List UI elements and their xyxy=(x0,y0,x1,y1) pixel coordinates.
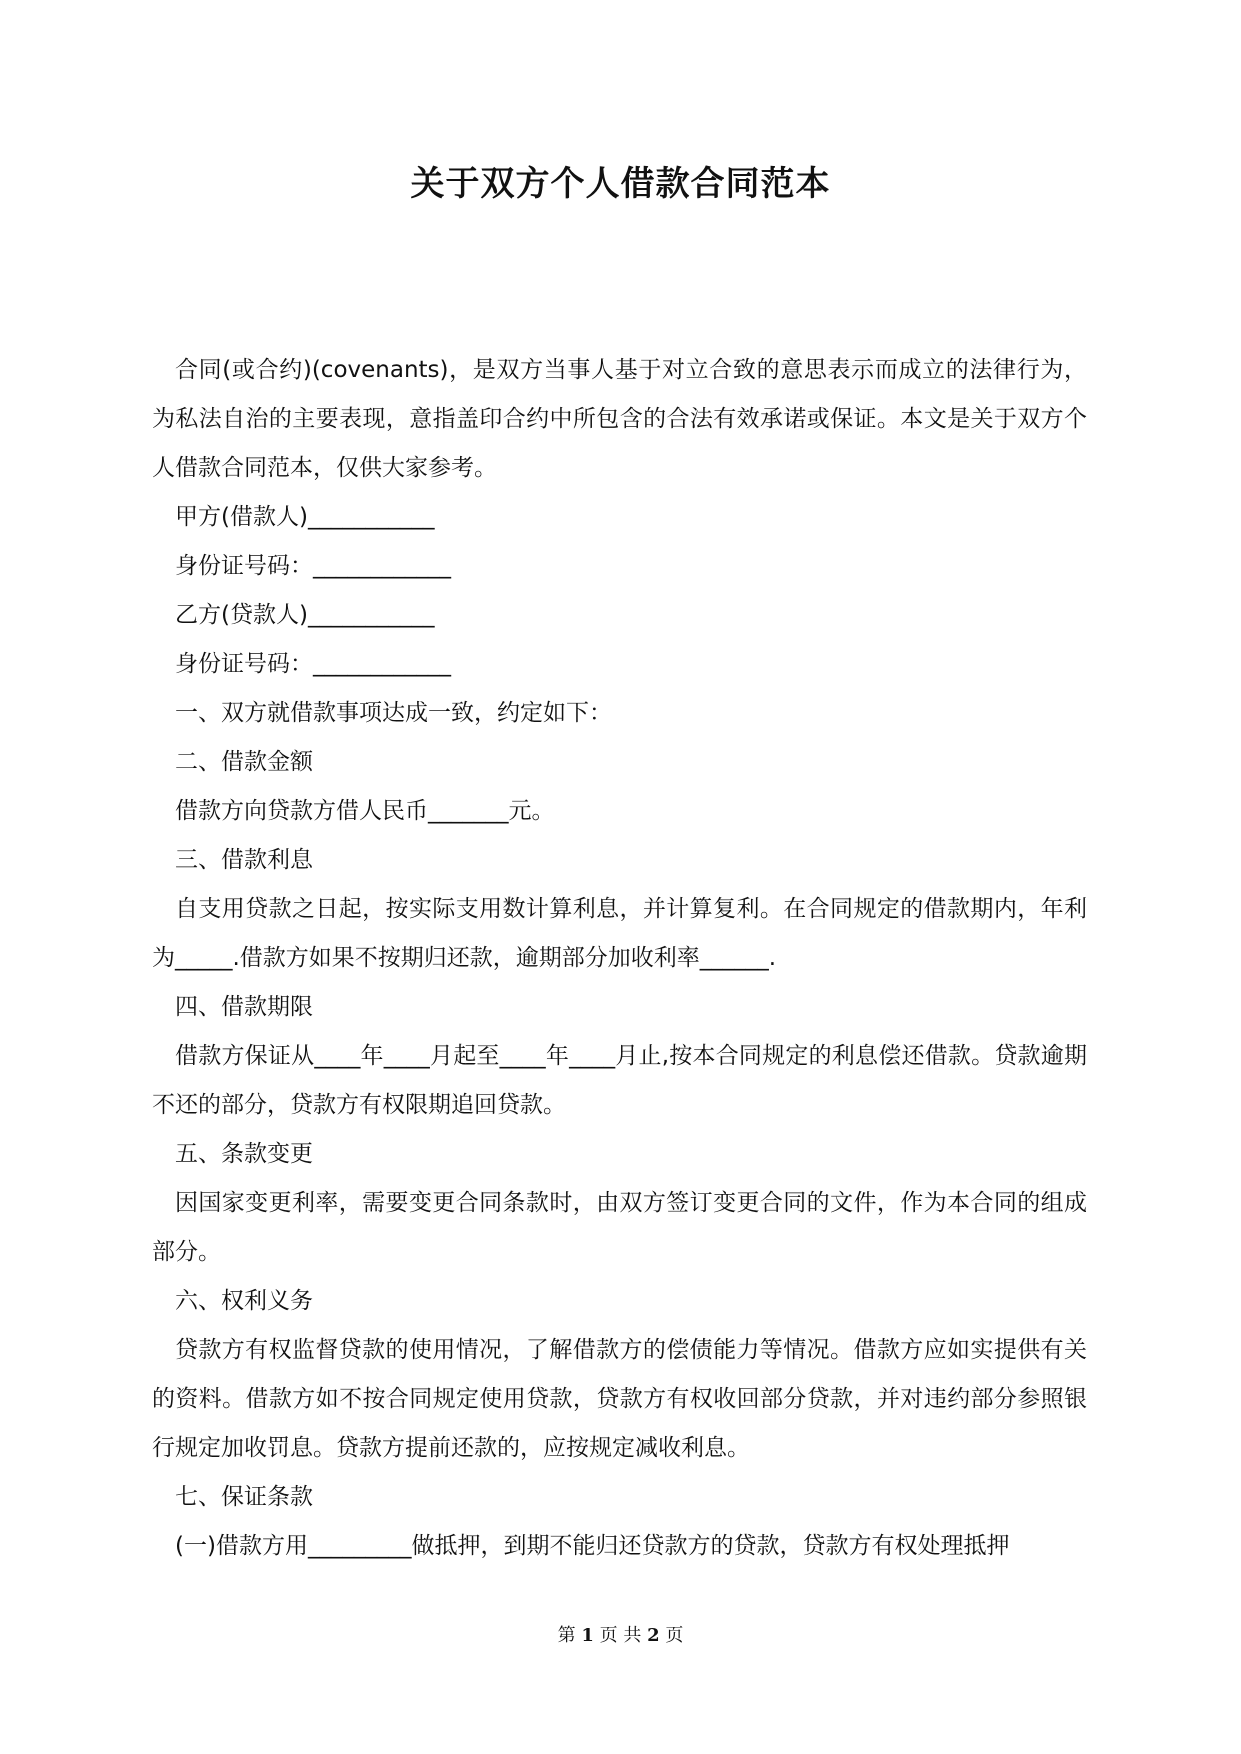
paragraph-interest: 自支用贷款之日起，按实际支用数计算利息，并计算复利。在合同规定的借款期内，年利为_____.借款方如果不按期归还款，逾期部分加收利率______. xyxy=(152,896,1087,971)
footer-prefix: 第 xyxy=(557,1625,576,1646)
paragraph-term: 借款方保证从____年____月起至____年____月止,按本合同规定的利息偿还借款。贷款逾期不还的部分，贷款方有权限期追回贷款。 xyxy=(152,1043,1087,1118)
paragraph-rights: 贷款方有权监督贷款的使用情况，了解借款方的偿债能力等情况。借款方应如实提供有关的资料。借款方如不按合同规定使用贷款，贷款方有权收回部分贷款，并对违约部分参照银行规定加收罚息。贷款方提前还款的，应按规定减收利息。 xyxy=(152,1337,1087,1461)
footer-total-pages: 2 xyxy=(647,1625,660,1646)
document-body xyxy=(152,346,1087,1571)
party-b-id-field: 身份证号码：____________ xyxy=(175,651,451,677)
section-heading-7: 七、保证条款 xyxy=(175,1484,313,1510)
section-heading-4: 四、借款期限 xyxy=(175,994,313,1020)
paragraph-change: 因国家变更利率，需要变更合同条款时，由双方签订变更合同的文件，作为本合同的组成部分。 xyxy=(152,1190,1087,1265)
party-a-field: 甲方(借款人)___________ xyxy=(175,504,435,530)
paragraph-amount: 借款方向贷款方借人民币_______元。 xyxy=(175,798,555,824)
footer-page-number: 1 xyxy=(581,1625,594,1646)
party-a-id-field: 身份证号码：____________ xyxy=(175,553,451,579)
section-heading-5: 五、条款变更 xyxy=(175,1141,313,1167)
section-heading-1: 一、双方就借款事项达成一致，约定如下： xyxy=(175,700,612,726)
paragraph-intro: 合同(或合约)(covenants)，是双方当事人基于对立合致的意思表示而成立的法律行为，为私法自治的主要表现，意指盖印合约中所包含的合法有效承诺或保证。本文是关于双方个人借款合同范本，仅供大家参考。 xyxy=(152,357,1087,481)
section-heading-6: 六、权利义务 xyxy=(175,1288,313,1314)
party-b-field: 乙方(贷款人)___________ xyxy=(175,602,435,628)
paragraph-guarantee: (一)借款方用_________做抵押，到期不能归还贷款方的贷款，贷款方有权处理抵押 xyxy=(175,1533,1010,1559)
footer-middle: 页 共 xyxy=(599,1625,642,1646)
section-heading-3: 三、借款利息 xyxy=(175,847,313,873)
footer-suffix: 页 xyxy=(665,1625,684,1646)
section-heading-2: 二、借款金额 xyxy=(175,749,313,775)
document-title: 关于双方个人借款合同范本 xyxy=(410,164,831,204)
page-footer xyxy=(0,1622,1241,1650)
